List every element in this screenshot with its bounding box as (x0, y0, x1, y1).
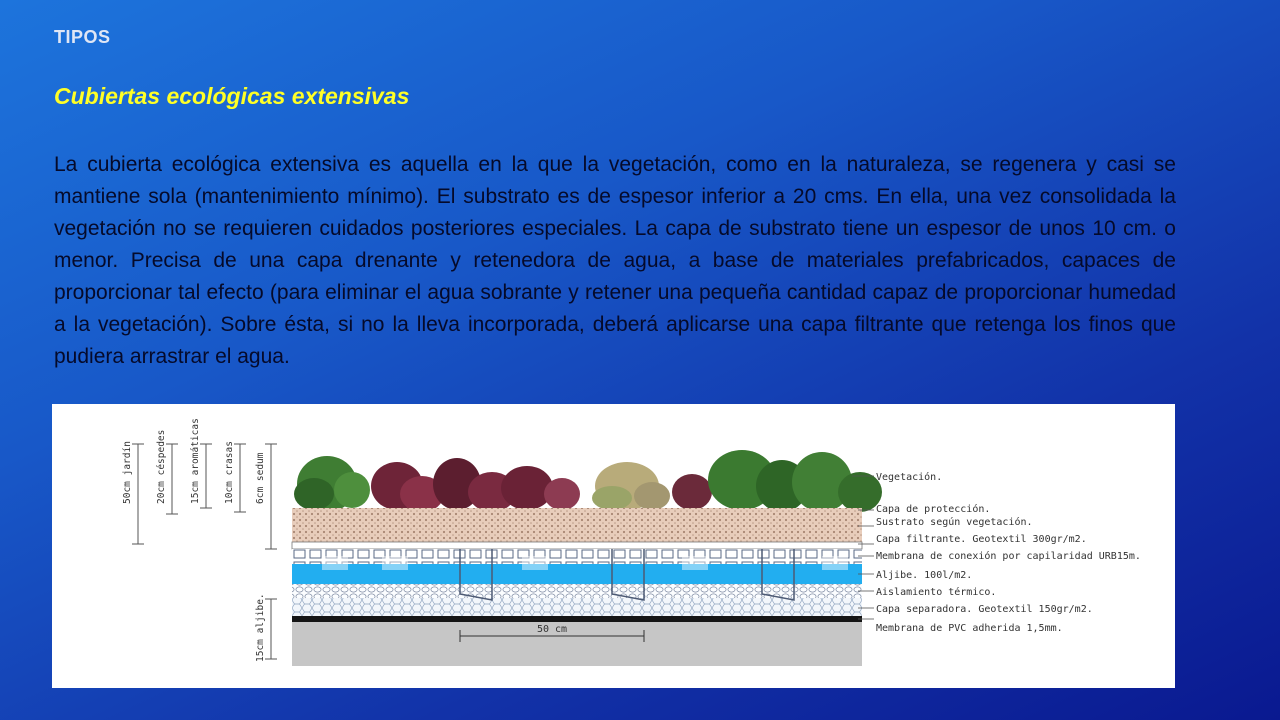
section-label: TIPOS (54, 27, 111, 47)
label-vegetacion: Vegetación. (876, 472, 943, 483)
layer-labels (876, 471, 1141, 634)
height-label-crasas: 10cm crasas (224, 441, 235, 504)
label-capa-separadora: Capa separadora. Geotextil 150gr/m2. (876, 604, 1093, 615)
label-membrana-pvc: Membrana de PVC adherida 1,5mm. (876, 623, 1063, 634)
body-paragraph: La cubierta ecológica extensiva es aquella en la que la vegetación, como en la naturaleza, se regenera y casi se mantiene sola (mantenimiento mínimo). El substrato es de espesor inferior a 20 cms. En ella, una vez consolidada la vegetación no se requieren cuidados posteriores especiales. La capa de substrato tiene un espesor de unos 10 cm. o menor. Precisa de una capa drenante y retenedora de agua, a base de materiales prefabricados, capaces de proporcionar tal efecto (para eliminar el agua sobrante y retener una pequeña cantidad capaz de proporcionar humedad a la vegetación). Sobre ésta, si no la lleva incorporada, deberá aplicarse una capa filtrante que retenga los finos que pudiera arrastrar el agua. (54, 153, 1176, 368)
separator-geotextile (292, 598, 862, 616)
label-membrana-conexion: Membrana de conexión por capilaridad URB15m. (876, 551, 1141, 562)
roof-layers (292, 508, 862, 666)
cistern-height-label: 15cm aljibe. (255, 593, 266, 662)
slide-title: Cubiertas ecológicas extensivas (54, 83, 410, 109)
pvc-membrane (292, 616, 862, 622)
label-aljibe: Aljibe. 100l/m2. (876, 570, 973, 581)
label-capa-proteccion: Capa de protección. (876, 504, 991, 515)
water-cistern (292, 564, 862, 584)
label-aislamiento: Aislamiento térmico. (876, 587, 997, 598)
label-sustrato: Sustrato según vegetación. (876, 517, 1033, 528)
height-label-sedum: 6cm sedum (255, 452, 266, 504)
concrete-slab (292, 622, 862, 666)
filter-geotextile (292, 542, 862, 549)
capillary-membrane (292, 549, 862, 564)
thermal-insulation (292, 584, 862, 598)
height-label-cespedes: 20cm céspedes (156, 429, 167, 504)
width-dimension-label: 50 cm (536, 624, 568, 635)
green-roof-section-diagram (52, 404, 1175, 688)
diagram-svg (52, 404, 1175, 688)
substrate-layer (292, 508, 862, 542)
vegetation (294, 450, 882, 512)
height-label-jardin: 50cm jardín (122, 441, 133, 504)
height-labels (122, 418, 266, 662)
height-label-aromaticas: 15cm aromáticas (190, 418, 201, 504)
label-capa-filtrante: Capa filtrante. Geotextil 300gr/m2. (876, 534, 1087, 545)
